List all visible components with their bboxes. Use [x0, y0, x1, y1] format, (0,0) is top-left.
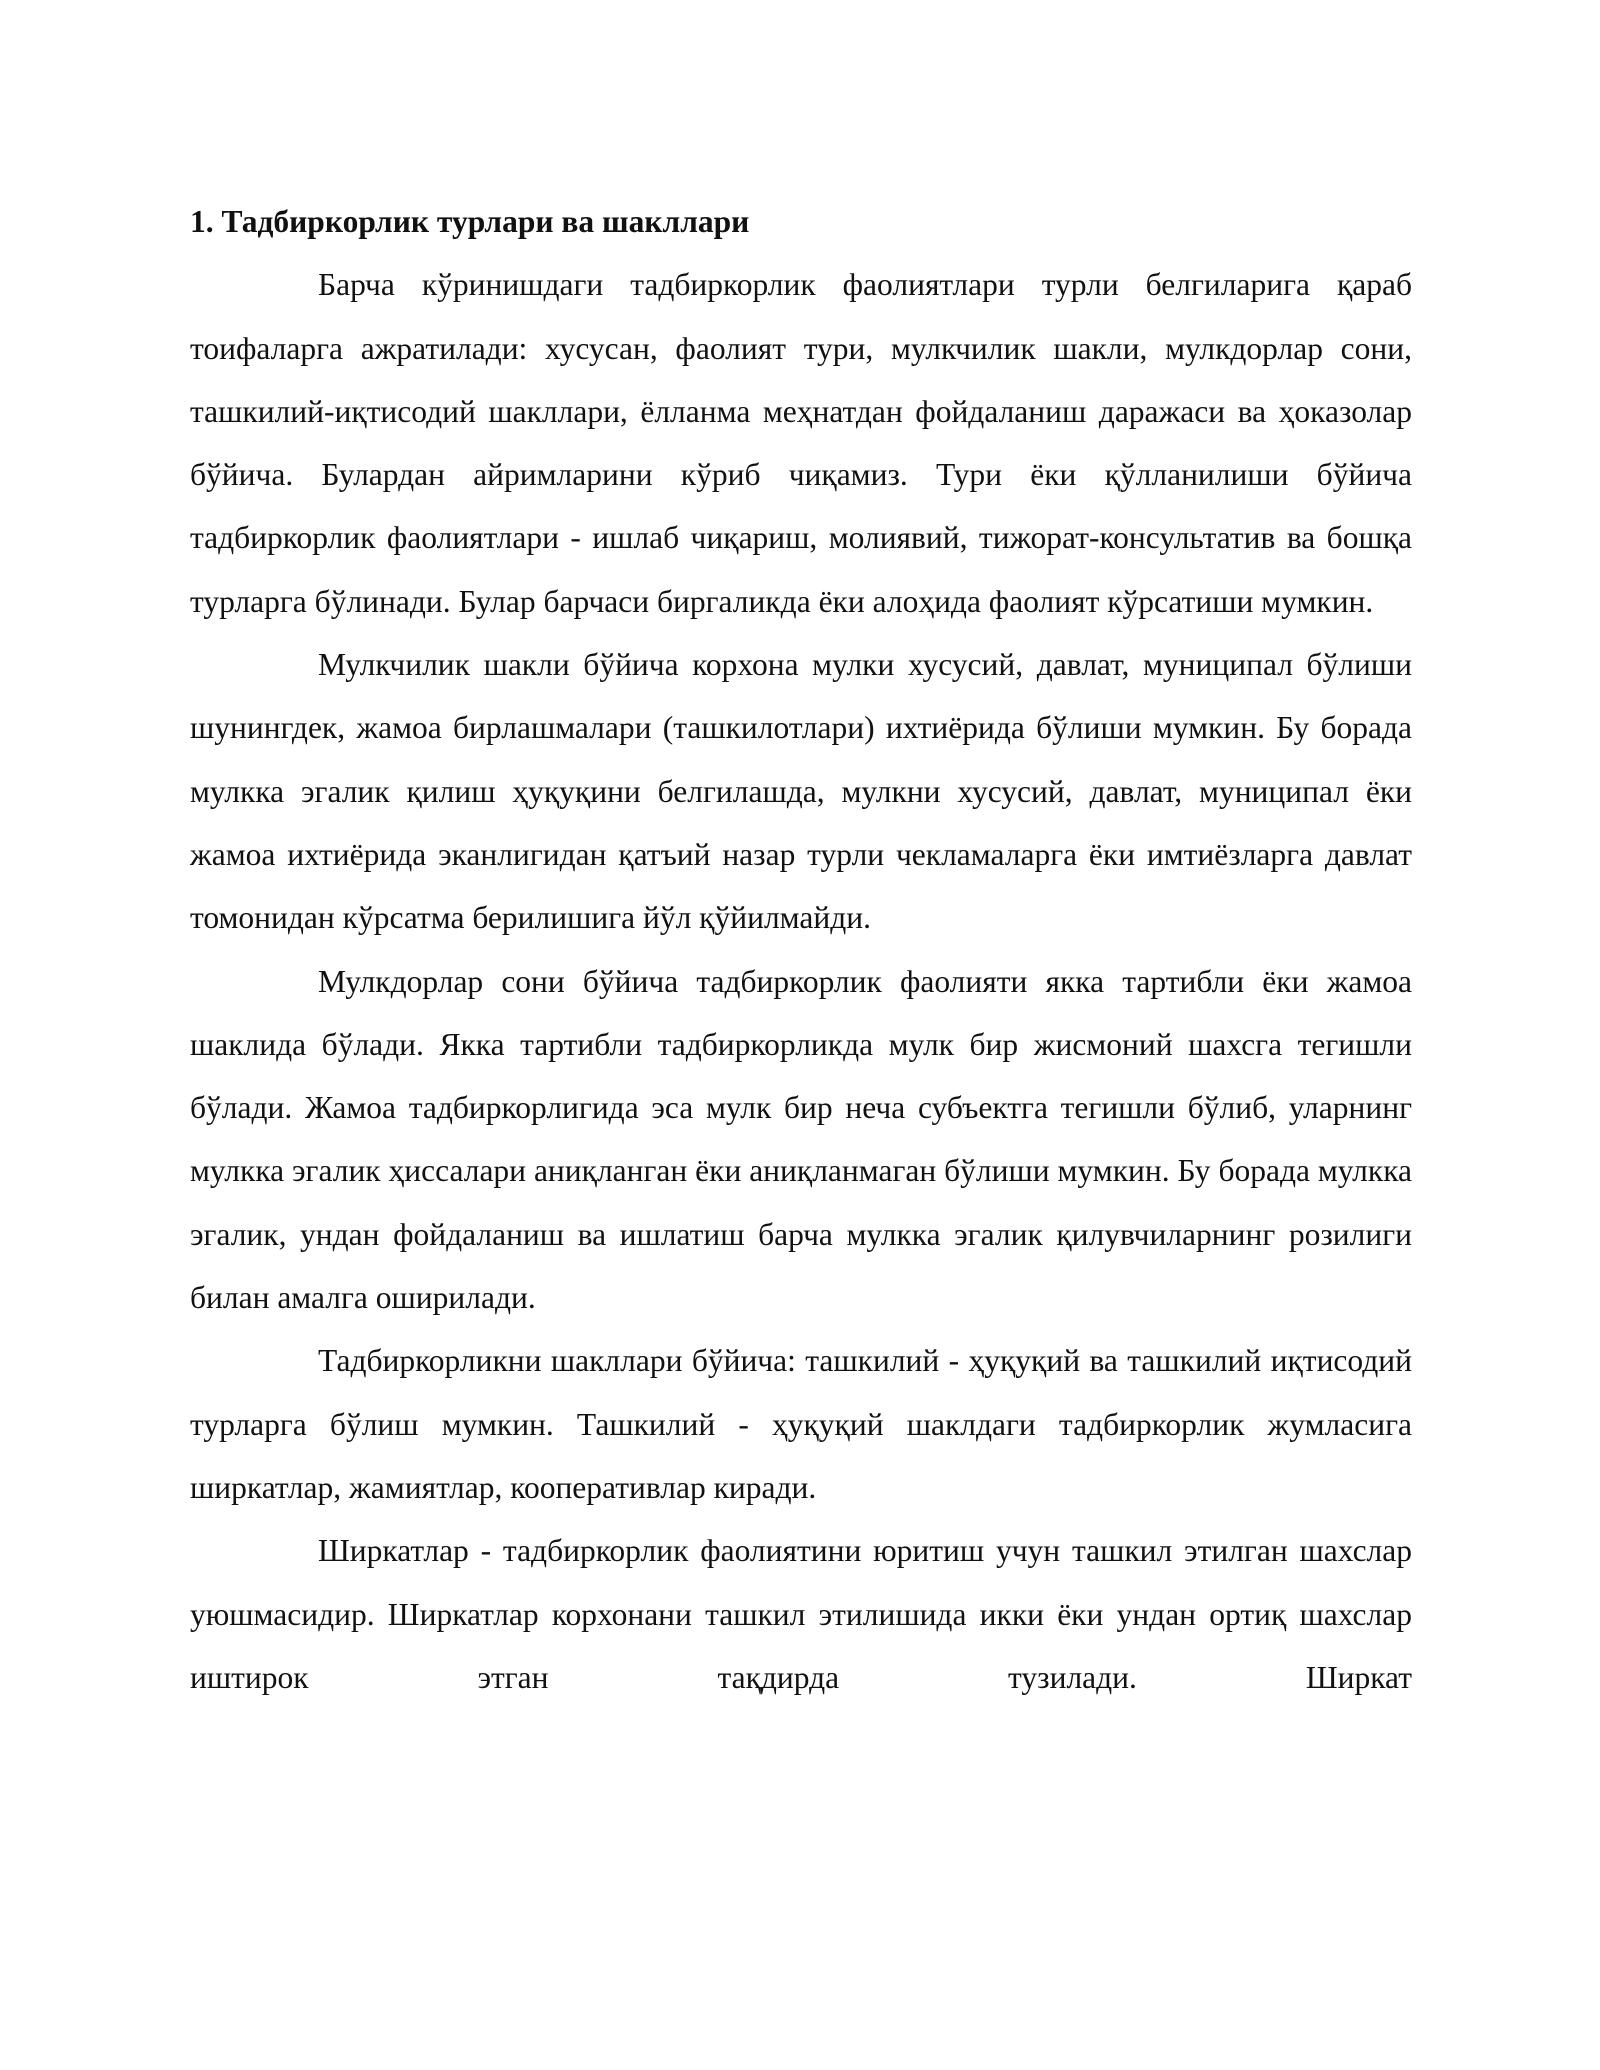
section-heading: 1. Тадбиркорлик турлари ва шакллари [190, 204, 750, 239]
paragraph-owners-count: Мулкдорлар сони бўйича тадбиркорлик фаолияти якка тартибли ёки жамоа шаклида бўлади. Якка тартибли тадбиркорликда мулк бир жисмоний шахсга тегишли бўлади. Жамоа тадбиркорлигида эса мулк бир неча субъектга тегишли бўлиб, уларнинг мулкка эгалик ҳиссалари аниқланган ёки аниқланмаган бўлиши мумкин. Бу борада мулкка эгалик, ундан фойдаланиш ва ишлатиш барча мулкка эгалик қилувчиларнинг розилиги билан амалга оширилади. [190, 963, 1412, 1316]
paragraph-partnerships: Ширкатлар - тадбиркорлик фаолиятини юритиш учун ташкил этилган шахслар уюшмасидир. Ширкатлар корхонани ташкил этилишида икки ёки ундан ортиқ шахслар иштирок этган тақдирда тузилади. Ширкат [190, 1533, 1412, 1695]
paragraph-types-overview: Барча кўринишдаги тадбиркорлик фаолиятлари турли белгиларига қараб тоифаларга ажратилади: хусусан, фаолият тури, мулкчилик шакли, мулкдорлар сони, ташкилий-иқтисодий шакллари, ёлланма меҳнатдан фойдаланиш даражаси ва ҳоказолар бўйича. Булардан айримларини кўриб чиқамиз. Тури ёки қўлланилиши бўйича тадбиркорлик фаолиятлари - ишлаб чиқариш, молиявий, тижорат-консультатив ва бошқа турларга бўлинади. Булар барчаси биргаликда ёки алоҳида фаолият кўрсатиши мумкин. [190, 267, 1412, 619]
paragraph-business-forms: Тадбиркорликни шакллари бўйича: ташкилий - ҳуқуқий ва ташкилий иқтисодий турларга бўлиш мумкин. Ташкилий - ҳуқуқий шаклдаги тадбиркорлик жумласига ширкатлар, жамиятлар, кооперативлар киради. [190, 1343, 1412, 1505]
document-body [190, 190, 1412, 1709]
paragraph-ownership-form: Мулкчилик шакли бўйича корхона мулки хусусий, давлат, муниципал бўлиши шунингдек, жамоа бирлашмалари (ташкилотлари) ихтиёрида бўлиши мумкин. Бу борада мулкка эгалик қилиш ҳуқуқини белгилашда, мулкни хусусий, давлат, муниципал ёки жамоа ихтиёрида эканлигидан қатъий назар турли чекламаларга ёки имтиёзларга давлат томонидан кўрсатма берилишига йўл қўйилмайди. [190, 647, 1412, 936]
